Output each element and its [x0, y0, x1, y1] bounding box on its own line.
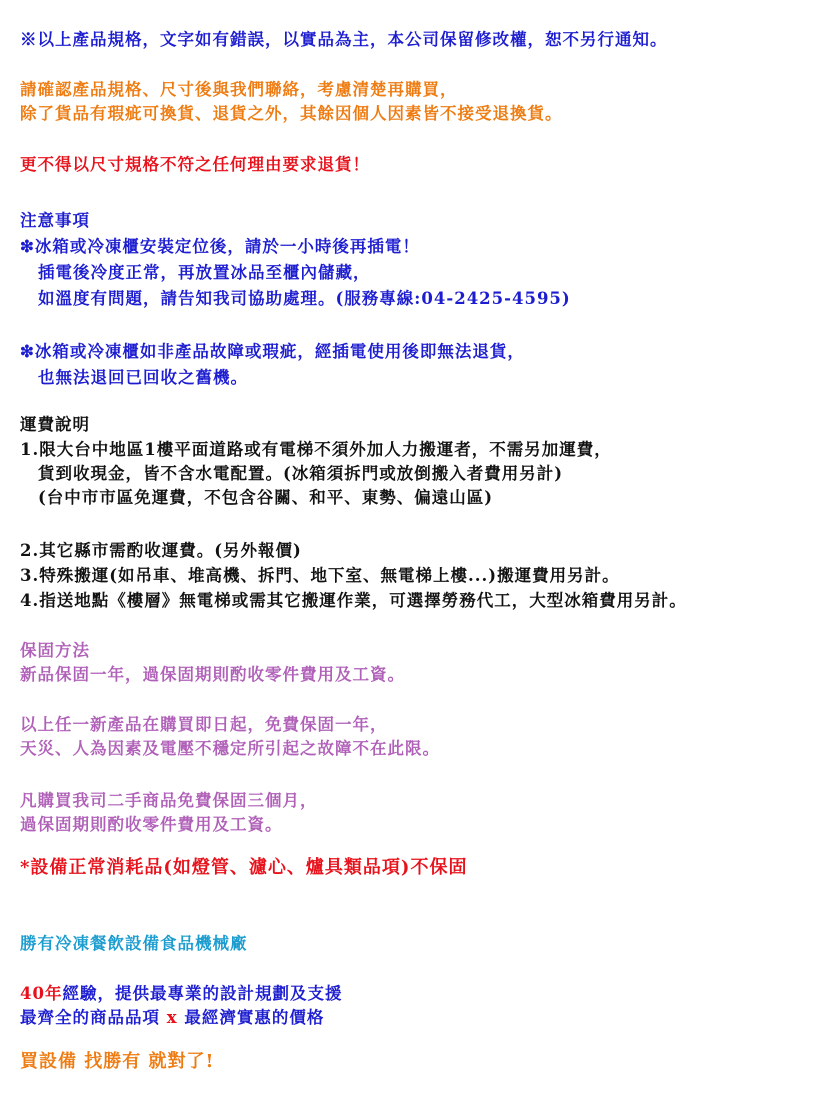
- shipping-item-4: 4.指送地點《樓層》無電梯或需其它搬運作業，可選擇勞務代工，大型冰箱費用另計。: [20, 591, 687, 610]
- warranty-line-2: 以上任一新產品在購買即日起，免費保固一年，: [20, 715, 388, 734]
- shipping-item-1-line-3: (台中市市區免運費，不包含谷關、和平、東勢、偏遠山區): [38, 488, 494, 507]
- notice-item-2-line-2: 也無法退回已回收之舊機。: [38, 368, 248, 387]
- products-line: [20, 1007, 324, 1029]
- company-name: 勝有冷凍餐飲設備食品機械廠: [20, 934, 248, 953]
- confirm-line-1: 請確認產品規格、尺寸後與我們聯絡，考慮清楚再購買，: [20, 80, 458, 99]
- disclaimer-line: ※以上產品規格，文字如有錯誤，以實品為主，本公司保留修改權，恕不另行通知。: [20, 30, 668, 49]
- notice-title: 注意事項: [20, 211, 90, 230]
- warranty-line-4: 凡購買我司二手商品免費保固三個月，: [20, 791, 318, 810]
- shipping-item-3: 3.特殊搬運(如吊車、堆高機、拆門、地下室、無電梯上樓...)搬運費用另計。: [20, 566, 620, 585]
- products-text-1: 最齊全的商品品項: [20, 1008, 160, 1027]
- notice-item-2: ❇冰箱或冷凍櫃如非產品故障或瑕疵，經插電使用後即無法退貨，: [20, 342, 525, 361]
- warranty-line-3: 天災、人為因素及電壓不穩定所引起之故障不在此限。: [20, 739, 440, 758]
- consumables-line: *設備正常消耗品(如燈管、濾心、爐具類品項)不保固: [20, 857, 468, 878]
- shipping-item-1-line-2: 貨到收現金，皆不含水電配置。(冰箱須拆門或放倒搬入者費用另計): [38, 464, 564, 483]
- warranty-line-5: 過保固期則酌收零件費用及工資。: [20, 815, 283, 834]
- warranty-line-1: 新品保固一年，過保固期則酌收零件費用及工資。: [20, 665, 405, 684]
- no-return-line: 更不得以尺寸規格不符之任何理由要求退貨！: [20, 155, 370, 174]
- notice-item-1-line-3: 如溫度有問題，請告知我司協助處理。(服務專線:04-2425-4595): [38, 289, 571, 308]
- warranty-title: 保固方法: [20, 641, 90, 660]
- confirm-line-2: 除了貨品有瑕疵可換貨、退貨之外，其餘因個人因素皆不接受退換貨。: [20, 104, 563, 123]
- experience-years: 40年: [20, 984, 63, 1003]
- experience-text: 經驗，提供最專業的設計規劃及支援: [62, 984, 343, 1003]
- notice-item-1: ❇冰箱或冷凍櫃安裝定位後，請於一小時後再插電！: [20, 237, 420, 256]
- shipping-item-1: 1.限大台中地區1樓平面道路或有電梯不須外加人力搬運者，不需另加運費，: [20, 440, 612, 459]
- products-x: x: [166, 1008, 178, 1027]
- slogan: 買設備 找勝有 就對了!: [20, 1051, 215, 1072]
- notice-item-1-line-2: 插電後冷度正常，再放置冰品至櫃內儲藏，: [38, 263, 371, 282]
- shipping-title: 運費說明: [20, 415, 90, 434]
- experience-line: [20, 983, 342, 1005]
- products-text-2: 最經濟實惠的價格: [184, 1008, 325, 1027]
- shipping-item-2: 2.其它縣市需酌收運費。(另外報價): [20, 541, 302, 560]
